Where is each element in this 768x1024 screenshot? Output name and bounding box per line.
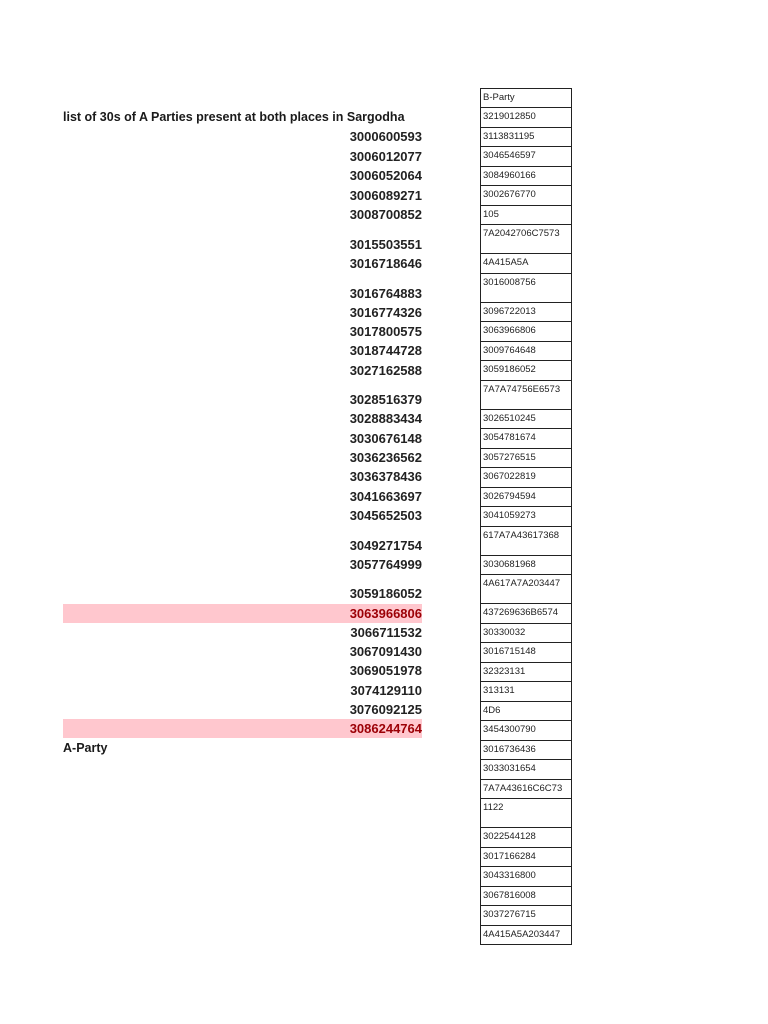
b-party-cell: 105 xyxy=(480,206,572,226)
a-party-number: 3017800575 xyxy=(349,324,422,339)
a-party-row xyxy=(63,390,422,409)
a-party-number: 3027162588 xyxy=(349,363,422,378)
document-title: list of 30s of A Parties present at both places in Sargodha xyxy=(63,110,405,124)
a-party-number: 3086244764 xyxy=(349,721,422,736)
b-party-cell: 3030681968 xyxy=(480,556,572,576)
b-party-cell: 3033031654 xyxy=(480,760,572,780)
a-party-number: 3028516379 xyxy=(349,392,422,407)
a-party-row xyxy=(63,623,422,642)
a-party-row xyxy=(63,700,422,719)
a-party-row xyxy=(63,409,422,428)
b-party-cell: 3026794594 xyxy=(480,488,572,508)
a-party-number: 3036236562 xyxy=(349,450,422,465)
b-party-cell: 3454300790 xyxy=(480,721,572,741)
a-party-row xyxy=(63,642,422,661)
a-party-number: 3059186052 xyxy=(349,586,422,601)
b-party-cell: 30330032 xyxy=(480,624,572,644)
a-party-row xyxy=(63,205,422,224)
a-party-number: 3074129110 xyxy=(350,683,422,698)
b-party-cell: 3057276515 xyxy=(480,449,572,469)
b-party-cell: 3054781674 xyxy=(480,429,572,449)
a-party-number: 3016774326 xyxy=(349,305,422,320)
b-party-cell: 3037276715 xyxy=(480,906,572,926)
a-party-row xyxy=(63,467,422,486)
a-party-number: 3028883434 xyxy=(349,411,422,426)
b-party-cell: 313131 xyxy=(480,682,572,702)
b-party-cell: 3043316800 xyxy=(480,867,572,887)
b-party-cell: 3041059273 xyxy=(480,507,572,527)
a-party-row xyxy=(63,284,422,303)
b-party-cell: 7A2042706C7573 xyxy=(480,225,572,254)
a-party-number: 3018744728 xyxy=(349,343,422,358)
a-party-row xyxy=(63,604,422,623)
b-party-cell: 1122 xyxy=(480,799,572,828)
a-party-number: 3036378436 xyxy=(349,469,422,484)
a-party-row xyxy=(63,448,422,467)
a-party-number: 3045652503 xyxy=(349,508,422,523)
b-party-cell: 32323131 xyxy=(480,663,572,683)
b-party-cell: 4A617A7A203447 xyxy=(480,575,572,604)
a-party-number: 3069051978 xyxy=(349,663,422,678)
b-party-cell: 3017166284 xyxy=(480,848,572,868)
a-party-row xyxy=(63,584,422,603)
a-party-number: 3006089271 xyxy=(349,188,422,203)
a-party-row xyxy=(63,186,422,205)
a-party-number: 3006012077 xyxy=(349,149,422,164)
a-party-row xyxy=(63,322,422,341)
b-party-cell: 3063966806 xyxy=(480,322,572,342)
a-party-number: 3015503551 xyxy=(349,237,422,252)
a-party-number: 3030676148 xyxy=(349,431,422,446)
b-party-cell: 3067022819 xyxy=(480,468,572,488)
b-party-cell: 4A415A5A203447 xyxy=(480,926,572,946)
a-party-number: 3063966806 xyxy=(349,606,422,621)
b-party-cell: 3059186052 xyxy=(480,361,572,381)
a-party-row xyxy=(63,661,422,680)
b-party-cell: 3016008756 xyxy=(480,274,572,303)
a-party-row xyxy=(63,361,422,380)
b-party-cell: 4D6 xyxy=(480,702,572,722)
a-party-row xyxy=(63,487,422,506)
b-party-cell: 3046546597 xyxy=(480,147,572,167)
a-party-number: 3008700852 xyxy=(349,207,422,222)
a-party-row xyxy=(63,341,422,360)
a-party-row xyxy=(63,235,422,254)
a-party-row xyxy=(63,719,422,738)
a-party-row xyxy=(63,536,422,555)
a-party-row xyxy=(63,681,422,700)
a-party-row xyxy=(63,166,422,185)
a-party-row xyxy=(63,303,422,322)
a-party-number: 3076092125 xyxy=(349,702,422,717)
a-party-row xyxy=(63,429,422,448)
b-party-cell: 3219012850 xyxy=(480,108,572,128)
b-party-cell: 3022544128 xyxy=(480,828,572,848)
b-party-cell: 3009764648 xyxy=(480,342,572,362)
b-party-cell: 3113831195 xyxy=(480,128,572,148)
b-party-cell: 3016736436 xyxy=(480,741,572,761)
b-party-cell: 3002676770 xyxy=(480,186,572,206)
b-party-header: B-Party xyxy=(480,88,572,108)
a-party-number: 3067091430 xyxy=(349,644,422,659)
a-party-label: A-Party xyxy=(63,741,108,755)
b-party-cell: 3084960166 xyxy=(480,167,572,187)
a-party-row xyxy=(63,127,422,146)
b-party-cell: 3067816008 xyxy=(480,887,572,907)
b-party-cell: 437269636B6574 xyxy=(480,604,572,624)
a-party-number: 3057764999 xyxy=(349,557,422,572)
b-party-cell: 3016715148 xyxy=(480,643,572,663)
a-party-number: 3049271754 xyxy=(349,538,422,553)
b-party-cell: 3096722013 xyxy=(480,303,572,323)
b-party-cell: 7A7A74756E6573 xyxy=(480,381,572,410)
a-party-row xyxy=(63,555,422,574)
a-party-number: 3016718646 xyxy=(349,256,422,271)
b-party-cell: 4A415A5A xyxy=(480,254,572,274)
a-party-number: 3000600593 xyxy=(349,129,422,144)
a-party-row xyxy=(63,506,422,525)
b-party-cell: 7A7A43616C6C73 xyxy=(480,780,572,800)
a-party-number: 3016764883 xyxy=(349,286,422,301)
a-party-row xyxy=(63,147,422,166)
b-party-cell: 3026510245 xyxy=(480,410,572,430)
a-party-row xyxy=(63,254,422,273)
a-party-number: 3066711532 xyxy=(350,625,422,640)
a-party-number: 3041663697 xyxy=(349,489,422,504)
a-party-number: 3006052064 xyxy=(349,168,422,183)
b-party-cell: 617A7A43617368 xyxy=(480,527,572,556)
